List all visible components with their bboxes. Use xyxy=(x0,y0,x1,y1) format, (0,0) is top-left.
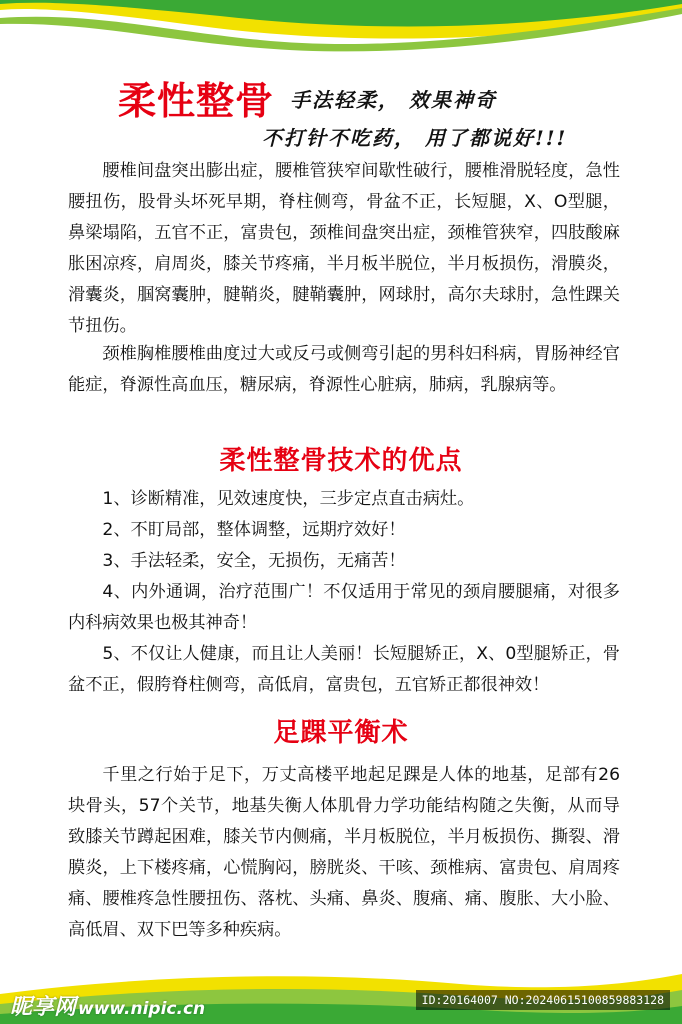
list-item: 5、不仅让人健康，而且让人美丽！长短腿矫正，X、0型腿矫正，骨盆不正，假胯脊柱侧弯，高低肩，富贵包，五官矫正都很神效！ xyxy=(68,644,620,695)
list-item: 1、诊断精准，见效速度快，三步定点直击病灶。 xyxy=(102,489,475,509)
watermark-url: www.nipic.cn xyxy=(78,999,206,1019)
slogan-line-2: 不打针不吃药， 用了都说好!!! xyxy=(262,126,568,150)
watermark-logo xyxy=(10,990,205,1021)
watermark-id: ID:20164007 NO:20240615100859883128 xyxy=(416,990,670,1010)
foot-balance-title: 足踝平衡术 xyxy=(273,718,409,748)
slogan-line-1: 手法轻柔， 效果神奇 xyxy=(290,88,497,112)
advantages-list xyxy=(68,484,620,701)
headline: 柔性整骨 xyxy=(118,79,275,123)
intro-paragraph-1: 腰椎间盘突出膨出症，腰椎管狭窄间歇性破行，腰椎滑脱轻度，急性腰扭伤，股骨头坏死早期，脊柱侧弯，骨盆不正，长短腿，X、O型腿，鼻梁塌陷，五官不正，富贵包，颈椎间盘突出症，颈椎管狭窄，四肢酸麻胀困凉疼，肩周炎，膝关节疼痛，半月板半脱位，半月板损伤，滑膜炎，滑囊炎，腘窝囊肿，腱鞘炎，腱鞘囊肿，网球肘，高尔夫球肘，急性踝关节扭伤。 xyxy=(68,161,620,336)
top-wave-decoration xyxy=(0,0,682,60)
advantages-title: 柔性整骨技术的优点 xyxy=(219,446,463,476)
list-item: 2、不盯局部，整体调整，远期疗效好！ xyxy=(102,520,406,540)
intro-paragraph-2: 颈椎胸椎腰椎曲度过大或反弓或侧弯引起的男科妇科病，胃肠神经官能症，脊源性高血压，糖尿病，脊源性心脏病，肺病，乳腺病等。 xyxy=(68,344,620,395)
list-item: 3、手法轻柔，安全，无损伤，无痛苦！ xyxy=(102,551,406,571)
list-item: 4、内外通调，治疗范围广！不仅适用于常见的颈肩腰腿痛，对很多内科病效果也极其神奇！ xyxy=(68,582,620,633)
watermark-logo-text: 昵享网 xyxy=(10,995,77,1020)
foot-balance-paragraph: 千里之行始于足下，万丈高楼平地起足踝是人体的地基，足部有26块骨头，57个关节，地基失衡人体肌骨力学功能结构随之失衡，从而导致膝关节蹲起困难，膝关节内侧痛，半月板脱位，半月板损伤、撕裂、滑膜炎，上下楼疼痛，心慌胸闷，膀胱炎、干咳、颈椎病、富贵包、肩周疼痛、腰椎疼急性腰扭伤、落枕、头痛、鼻炎、腹痛、痛、腹胀、大小脸、高低眉、双下巴等多种疾病。 xyxy=(68,765,620,940)
